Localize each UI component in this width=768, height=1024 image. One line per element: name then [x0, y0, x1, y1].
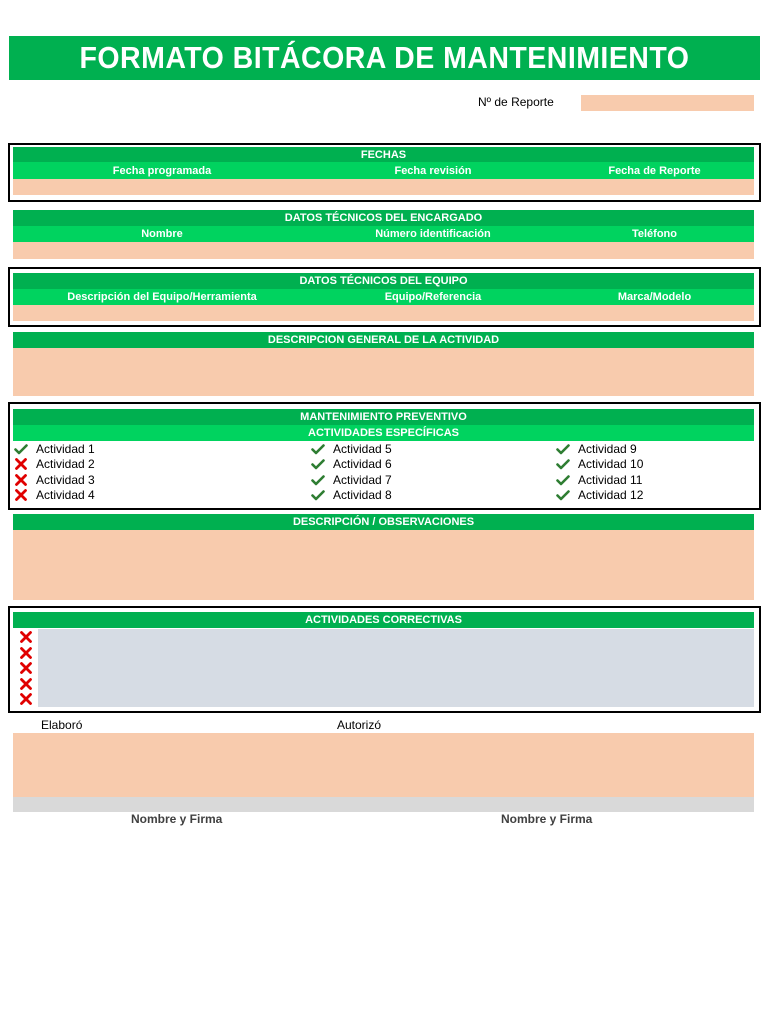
observaciones-header [13, 514, 754, 530]
activity-label: Actividad 7 [333, 472, 392, 487]
preventivo-header [13, 409, 754, 425]
form-title [9, 36, 760, 80]
activity-label: Actividad 10 [578, 457, 644, 472]
activity-item [311, 441, 392, 457]
activity-item [14, 457, 95, 473]
cross-icon[interactable] [14, 457, 28, 471]
activity-label: Actividad 9 [578, 441, 637, 456]
activity-label: Actividad 5 [333, 441, 392, 456]
encargado-input-row[interactable] [13, 242, 754, 259]
activities-column-3 [556, 441, 643, 503]
correctivas-header-text: ACTIVIDADES CORRECTIVAS [305, 614, 462, 626]
correctivas-header [13, 612, 754, 628]
activities-column-1 [14, 441, 95, 503]
activity-label: Actividad 12 [578, 488, 644, 503]
activity-item [14, 488, 95, 504]
activity-item [311, 472, 392, 488]
descripcion-general-header-text: DESCRIPCION GENERAL DE LA ACTIVIDAD [267, 334, 500, 346]
col-descripcion-equipo: Descripción del Equipo/Herramienta [67, 291, 257, 303]
report-number-label: Nº de Reporte [478, 95, 554, 109]
activity-item [556, 441, 643, 457]
col-fecha-programada: Fecha programada [112, 164, 212, 177]
equipo-header [13, 273, 754, 289]
activity-label: Actividad 4 [36, 488, 95, 503]
checkmark-icon[interactable] [311, 457, 325, 471]
activity-item [556, 488, 643, 504]
signature-area[interactable] [13, 733, 754, 797]
checkmark-icon[interactable] [556, 457, 570, 471]
col-numero-identificacion: Número identificación [375, 228, 491, 240]
encargado-header-text: DATOS TÉCNICOS DEL ENCARGADO [284, 212, 483, 224]
activity-label: Actividad 11 [578, 472, 643, 487]
correctivas-field[interactable] [38, 629, 754, 707]
activity-label: Actividad 6 [333, 457, 392, 472]
activity-item [14, 472, 95, 488]
col-fecha-reporte: Fecha de Reporte [608, 164, 701, 177]
actividades-especificas-text: ACTIVIDADES ESPECÍFICAS [308, 427, 459, 439]
checkmark-icon[interactable] [556, 473, 570, 487]
autorizo-name-signature: Nombre y Firma [501, 812, 593, 826]
autorizo-label: Autorizó [337, 718, 382, 732]
activity-label: Actividad 1 [36, 441, 95, 456]
fechas-columns [13, 162, 754, 179]
equipo-input-row[interactable] [13, 305, 754, 321]
form-title-text: FORMATO BITÁCORA DE MANTENIMIENTO [79, 40, 690, 75]
equipo-header-text: DATOS TÉCNICOS DEL EQUIPO [299, 275, 468, 287]
activities-column-2 [311, 441, 392, 503]
descripcion-general-header [13, 332, 754, 348]
checkmark-icon[interactable] [311, 442, 325, 456]
encargado-header [13, 210, 754, 226]
checkmark-icon[interactable] [556, 442, 570, 456]
col-nombre: Nombre [141, 228, 183, 240]
fechas-header [13, 147, 754, 162]
cross-icon[interactable] [14, 488, 28, 502]
activity-item [311, 457, 392, 473]
report-number-field[interactable] [581, 95, 754, 111]
cross-icon[interactable] [14, 473, 28, 487]
observaciones-field[interactable] [13, 530, 754, 600]
checkmark-icon[interactable] [14, 442, 28, 456]
activity-label: Actividad 8 [333, 488, 392, 503]
checkmark-icon[interactable] [556, 488, 570, 502]
encargado-columns [13, 226, 754, 242]
signature-line [13, 797, 754, 812]
activity-item [556, 457, 643, 473]
correctivas-status-column [14, 629, 38, 707]
activity-item [14, 441, 95, 457]
preventivo-header-text: MANTENIMIENTO PREVENTIVO [300, 411, 467, 423]
col-marca-modelo: Marca/Modelo [617, 291, 692, 303]
actividades-especificas-header [13, 425, 754, 441]
activity-label: Actividad 3 [36, 472, 95, 487]
observaciones-header-text: DESCRIPCIÓN / OBSERVACIONES [292, 516, 475, 528]
fechas-input-row[interactable] [13, 179, 754, 195]
fechas-header-text: FECHAS [360, 148, 407, 161]
activity-label: Actividad 2 [36, 457, 95, 472]
col-equipo-referencia: Equipo/Referencia [384, 291, 482, 303]
col-fecha-revision: Fecha revisión [394, 164, 472, 177]
descripcion-general-field[interactable] [13, 348, 754, 396]
elaboro-name-signature: Nombre y Firma [131, 812, 223, 826]
activity-item [311, 488, 392, 504]
checkmark-icon[interactable] [311, 473, 325, 487]
checkmark-icon[interactable] [311, 488, 325, 502]
cross-icon[interactable] [19, 692, 33, 711]
equipo-columns [13, 289, 754, 305]
activity-item [556, 472, 643, 488]
elaboro-label: Elaboró [41, 718, 83, 732]
col-telefono: Teléfono [631, 228, 677, 240]
